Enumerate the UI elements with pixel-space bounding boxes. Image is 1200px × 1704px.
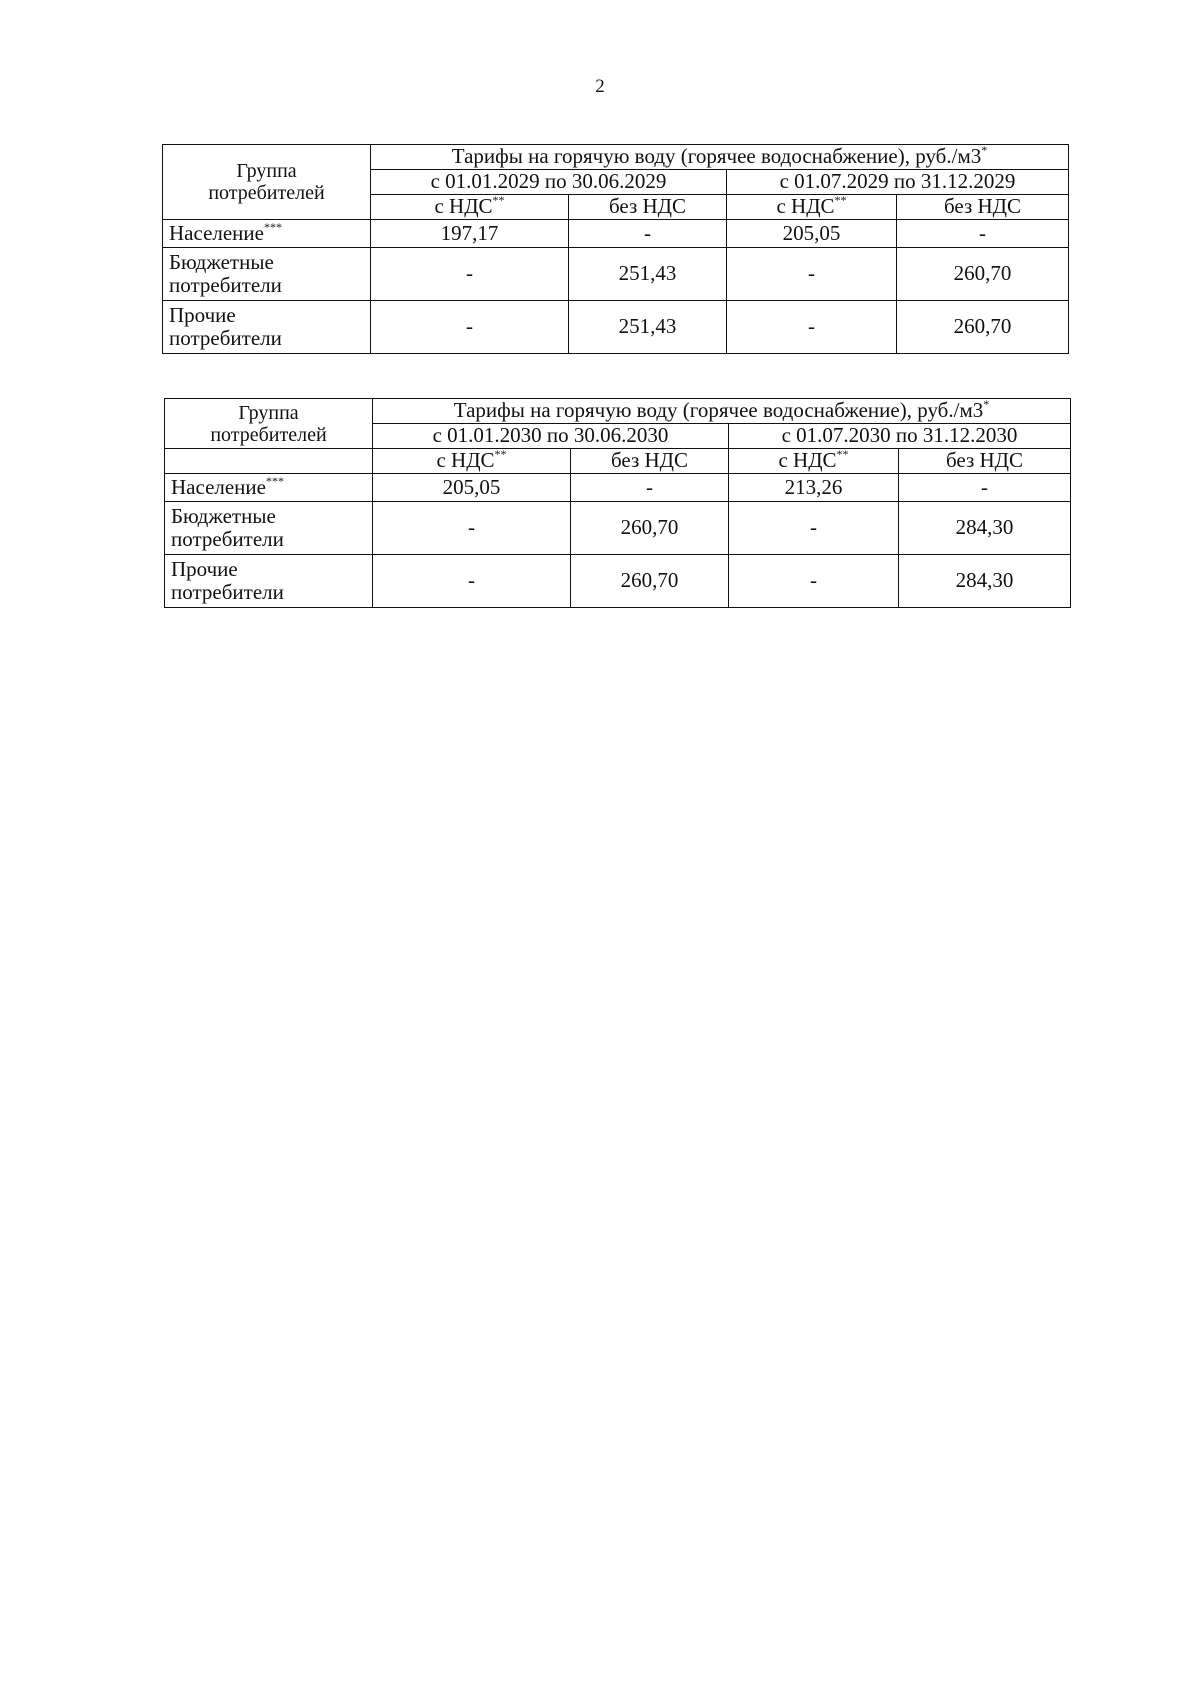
empty-header-cell	[165, 449, 373, 474]
row-name-line2: потребители	[169, 273, 282, 297]
without-vat-header: без НДС	[899, 449, 1071, 474]
with-vat-header	[371, 195, 569, 220]
value-cell: 197,17	[371, 220, 569, 248]
value-cell: -	[729, 555, 899, 608]
period-1-header: с 01.01.2029 по 30.06.2029	[371, 170, 727, 195]
row-name	[165, 555, 373, 608]
with-vat-label: с НДС	[776, 194, 835, 219]
row-name-line2: потребители	[171, 527, 284, 551]
table-row	[165, 502, 1071, 555]
with-vat-label: с НДС	[778, 448, 837, 473]
value-cell: 213,26	[729, 474, 899, 502]
value-cell: -	[371, 301, 569, 354]
table-row	[163, 301, 1069, 354]
tariff-title: Тарифы на горячую воду (горячее водоснабжение), руб./м3	[453, 398, 984, 423]
value-cell: -	[729, 502, 899, 555]
value-cell: -	[371, 248, 569, 301]
period-2-header: с 01.07.2030 по 31.12.2030	[729, 424, 1071, 449]
value-cell: 251,43	[569, 248, 727, 301]
row-name-mark: ***	[265, 473, 284, 488]
table-row	[165, 555, 1071, 608]
row-name-text: Население	[169, 220, 264, 245]
period-2-header: с 01.07.2029 по 31.12.2029	[727, 170, 1069, 195]
row-name	[163, 301, 371, 354]
with-vat-mark: **	[494, 447, 507, 462]
without-vat-header: без НДС	[571, 449, 729, 474]
with-vat-mark: **	[836, 447, 849, 462]
tariff-title-cell	[373, 399, 1071, 424]
group-header-line1: Группа	[238, 401, 299, 424]
row-name-mark: ***	[263, 219, 282, 234]
without-vat-header: без НДС	[569, 195, 727, 220]
row-name-line1: Прочие	[171, 556, 238, 581]
value-cell: 260,70	[571, 555, 729, 608]
row-name-line1: Бюджетные	[169, 249, 274, 274]
value-cell: 205,05	[727, 220, 897, 248]
group-header-line1: Группа	[236, 160, 297, 182]
value-cell: -	[571, 474, 729, 502]
tariff-title-mark: *	[981, 143, 988, 158]
value-cell: 260,70	[897, 248, 1069, 301]
group-header-cell	[165, 399, 373, 449]
with-vat-header	[373, 449, 571, 474]
row-name	[165, 502, 373, 555]
with-vat-mark: **	[492, 193, 505, 208]
tariff-title: Тарифы на горячую воду (горячее водоснабжение), руб./м3	[451, 144, 982, 169]
value-cell: 205,05	[373, 474, 571, 502]
value-cell: 260,70	[571, 502, 729, 555]
table-row	[163, 220, 1069, 248]
group-header-cell	[163, 145, 371, 220]
row-name-line2: потребители	[169, 326, 282, 350]
group-header-line2: потребителей	[210, 423, 327, 446]
value-cell: -	[897, 220, 1069, 248]
with-vat-label: с НДС	[434, 194, 493, 219]
value-cell: -	[727, 248, 897, 301]
value-cell: -	[373, 555, 571, 608]
page-number: 2	[595, 76, 605, 97]
row-name	[163, 248, 371, 301]
period-1-header: с 01.01.2030 по 30.06.2030	[373, 424, 729, 449]
value-cell: -	[727, 301, 897, 354]
value-cell: -	[373, 502, 571, 555]
row-name-line1: Бюджетные	[171, 503, 276, 528]
with-vat-label: с НДС	[436, 448, 495, 473]
row-name	[163, 220, 371, 248]
with-vat-header	[727, 195, 897, 220]
value-cell: 284,30	[899, 555, 1071, 608]
tariff-title-mark: *	[983, 397, 990, 412]
tariff-table-2029	[162, 144, 1069, 354]
row-name-line1: Прочие	[169, 302, 236, 327]
value-cell: 260,70	[897, 301, 1069, 354]
row-name	[165, 474, 373, 502]
with-vat-mark: **	[834, 193, 847, 208]
value-cell: 251,43	[569, 301, 727, 354]
row-name-line2: потребители	[171, 580, 284, 604]
value-cell: 284,30	[899, 502, 1071, 555]
table-row	[163, 248, 1069, 301]
tariff-table-2030	[164, 398, 1071, 608]
value-cell: -	[899, 474, 1071, 502]
row-name-text: Население	[171, 474, 266, 499]
with-vat-header	[729, 449, 899, 474]
value-cell: -	[569, 220, 727, 248]
group-header-line2: потребителей	[208, 182, 325, 204]
tariff-title-cell	[371, 145, 1069, 170]
table-row	[165, 474, 1071, 502]
without-vat-header: без НДС	[897, 195, 1069, 220]
